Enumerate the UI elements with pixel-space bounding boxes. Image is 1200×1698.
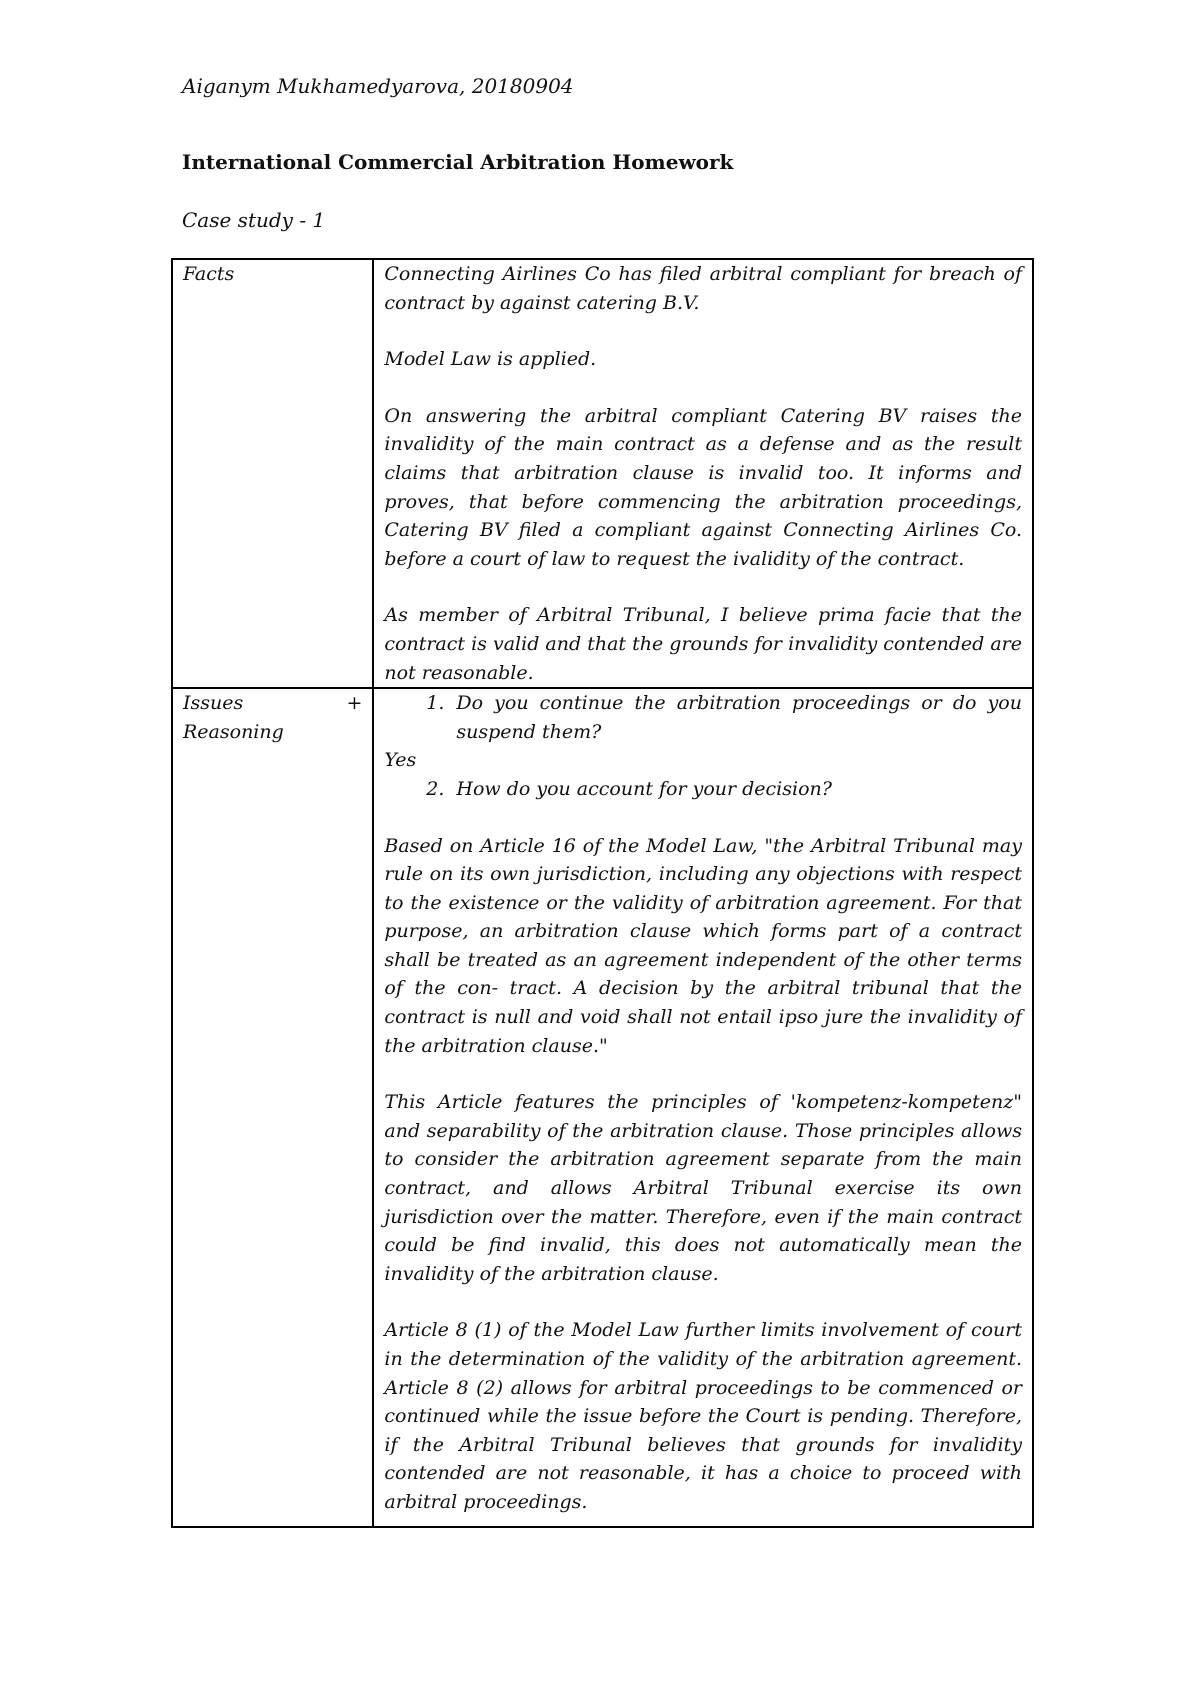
- facts-label-cell: [172, 259, 373, 688]
- author-line: Aiganym Mukhamedyarova, 20180904: [182, 74, 574, 98]
- facts-paragraph: As member of Arbitral Tribunal, I believe prima facie that the contract is valid and that the grounds for invalidity contended are not reasonable.: [384, 604, 1022, 684]
- case-study-table: [171, 258, 1034, 1528]
- facts-paragraph: Connecting Airlines Co has filed arbitral compliant for breach of contract by against catering B.V.: [384, 263, 1022, 314]
- question-text: Do you continue the arbitration proceedings or do you suspend them?: [456, 692, 1022, 743]
- issues-label-cell: [172, 688, 373, 1527]
- facts-paragraph: On answering the arbitral compliant Catering BV raises the invalidity of the main contract as a defense and as the result claims that arbitration clause is invalid too. It informs and proves, that before commencing the arbitration proceedings, Catering BV filed a compliant against Connecting Airlines Co. before a court of law to request the ivalidity of the contract.: [384, 404, 1022, 570]
- reasoning-label: Reasoning: [183, 720, 284, 743]
- question-number: 1.: [426, 692, 445, 715]
- answer-text: Yes: [384, 749, 417, 772]
- reasoning-paragraph: This Article features the principles of 'kompetenz-kompetenz" and separability of the arbitration clause. Those principles allows to consider the arbitration agreement separate from the main contract, and allows Arbitral Tribunal exercise its own jurisdiction over the matter. Therefore, even if the main contract could be find invalid, this does not automatically mean the invalidity of the arbitration clause.: [384, 1091, 1022, 1285]
- question-item: [384, 689, 1022, 746]
- facts-paragraph: Model Law is applied.: [384, 348, 597, 371]
- reasoning-paragraph: Article 8 (1) of the Model Law further limits involvement of court in the determination of the validity of the arbitration agreement. Article 8 (2) allows for arbitral proceedings to be commenced or continued while the issue before the Court is pending. Therefore, if the Arbitral Tribunal believes that grounds for invalidity contended are not reasonable, it has a choice to proceed with arbitral proceedings.: [384, 1319, 1022, 1513]
- question-item: [384, 775, 1022, 804]
- facts-content-cell: [373, 259, 1033, 688]
- question-text: How do you account for your decision?: [456, 777, 832, 800]
- document-title: International Commercial Arbitration Homework: [182, 150, 734, 174]
- case-study-label: Case study - 1: [182, 208, 326, 232]
- issues-label-line: [183, 689, 362, 718]
- issues-row: [172, 688, 1033, 1527]
- reasoning-paragraph: Based on Article 16 of the Model Law, "the Arbitral Tribunal may rule on its own jurisdiction, including any objections with respect to the existence or the validity of arbitration agreement. For that purpose, an arbitration clause which forms part of a contract shall be treated as an agreement independent of the other terms of the con- tract. A decision by the arbitral tribunal that the contract is null and void shall not entail ipso jure the invalidity of the arbitration clause.": [384, 834, 1022, 1057]
- question-number: 2.: [426, 777, 445, 800]
- facts-label: Facts: [183, 263, 235, 285]
- issues-content-cell: [373, 688, 1033, 1527]
- issues-plus-sign: +: [346, 692, 363, 715]
- issues-label: Issues: [183, 692, 244, 715]
- facts-row: [172, 259, 1033, 688]
